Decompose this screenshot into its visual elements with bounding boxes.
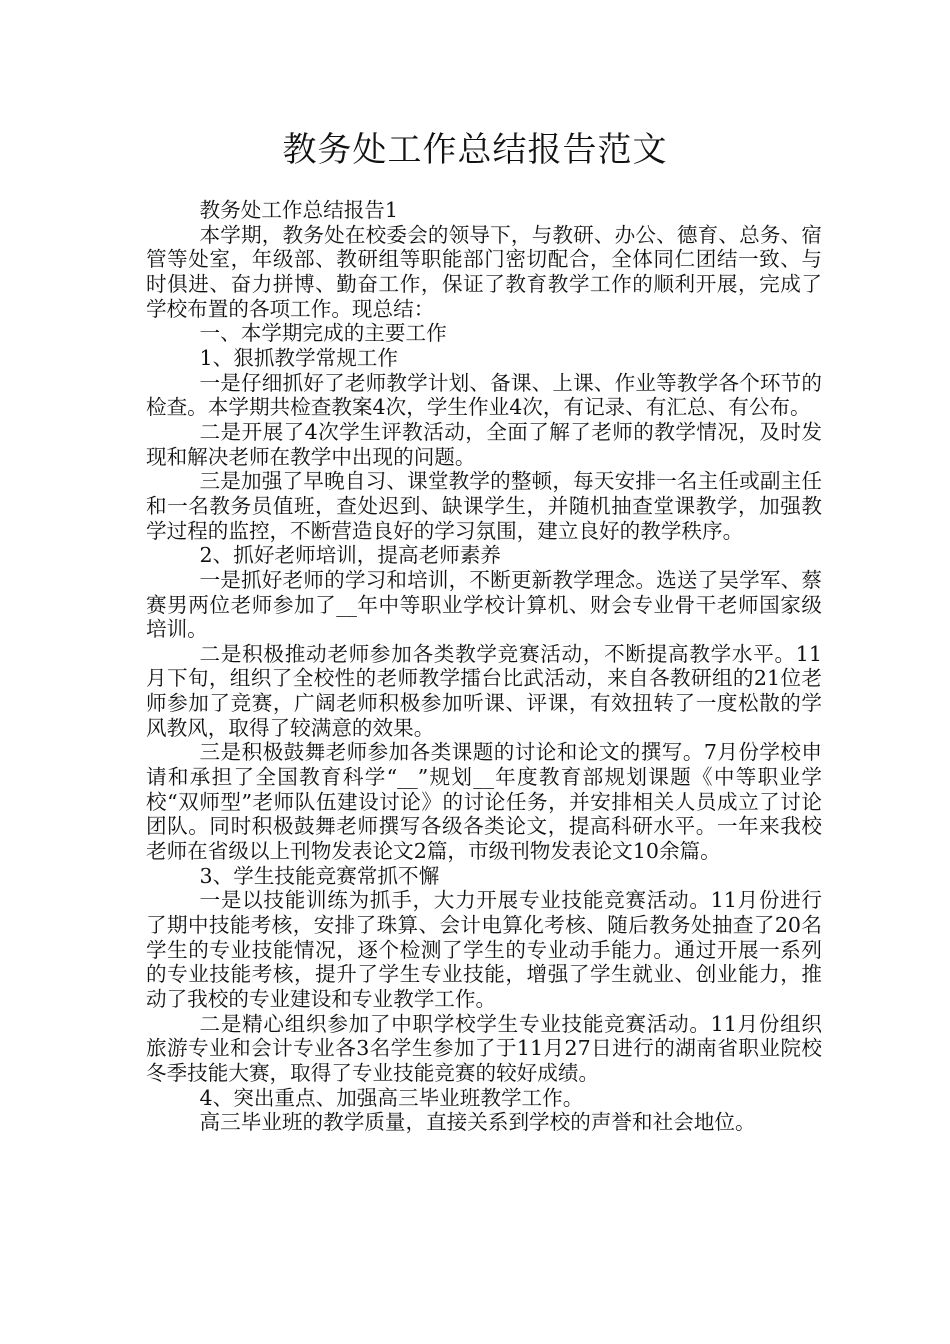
page-title: 教务处工作总结报告范文 [282, 130, 668, 170]
section-heading-main-work: 一、本学期完成的主要工作 [199, 321, 447, 346]
intro-paragraph: 本学期，教务处在校委会的领导下，与教研、办公、德育、总务、宿管等处室，年级部、教研组等职能部门密切配合，全体同仁团结一致、与时俱进、奋力拼博、勤奋工作，保证了教育教学工作的顺利开展，完成了学校布置的各项工作。现总结： [146, 222, 822, 321]
subsection-heading-senior-class: 4、突出重点、加强高三毕业班教学工作。 [199, 1085, 584, 1110]
paragraph-senior-quality: 高三毕业班的教学质量，直接关系到学校的声誉和社会地位。 [199, 1110, 756, 1135]
document-body [146, 198, 822, 1135]
paragraph-research: 三是积极鼓舞老师参加各类课题的讨论和论文的撰写。7月份学校申请和承担了全国教育科学“__”规划__年度教育部规划课题《中等职业学校“双师型”老师队伍建设讨论》的讨论任务，并安排相关人员成立了讨论团队。同时积极鼓舞老师撰写各级各类论文，提高科研水平。一年来我校老师在省级以上刊物发表论文2篇，市级刊物发表论文10余篇。 [146, 740, 822, 864]
paragraph-provincial-contest: 二是精心组织参加了中职学校学生专业技能竞赛活动。11月份组织旅游专业和会计专业各3名学生参加了于11月27日进行的湖南省职业院校冬季技能大赛，取得了专业技能竞赛的较好成绩。 [146, 1011, 822, 1085]
subsection-heading-teacher-training: 2、抓好老师培训，提高老师素养 [199, 543, 501, 568]
subsection-heading-teaching-routine: 1、狠抓教学常规工作 [199, 345, 398, 370]
report-subtitle: 教务处工作总结报告1 [199, 198, 398, 222]
paragraph-routine-check: 一是仔细抓好了老师教学计划、备课、上课、作业等教学各个环节的检查。本学期共检查教案4次，学生作业4次，有记录、有汇总、有公布。 [146, 370, 822, 420]
paragraph-skill-training: 一是以技能训练为抓手，大力开展专业技能竞赛活动。11月份进行了期中技能考核，安排了珠算、会计电算化考核、随后教务处抽查了20名学生的专业技能情况，逐个检测了学生的专业动手能力。通过开展一系列的专业技能考核，提升了学生专业技能，增强了学生就业、创业能力，推动了我校的专业建设和专业教学工作。 [146, 888, 822, 1011]
paragraph-teaching-competition: 二是积极推动老师参加各类教学竞赛活动，不断提高教学水平。11月下旬，组织了全校性的老师教学擂台比武活动，来自各教研组的21位老师参加了竞赛，广阔老师积极参加听课、评课，有效扭转了一度松散的学风教风，取得了较满意的效果。 [146, 641, 822, 740]
paragraph-self-study: 三是加强了早晚自习、课堂教学的整顿，每天安排一名主任或副主任和一名教务员值班，查处迟到、缺课学生，并随机抽查堂课教学，加强教学过程的监控，不断营造良好的学习氛围，建立良好的教学秩序。 [146, 469, 822, 543]
paragraph-student-evaluation: 二是开展了4次学生评教活动，全面了解了老师的教学情况，及时发现和解决老师在教学中出现的问题。 [146, 419, 822, 469]
paragraph-training: 一是抓好老师的学习和培训，不断更新教学理念。选送了吴学军、蔡赛男两位老师参加了__年中等职业学校计算机、财会专业骨干老师国家级培训。 [146, 567, 822, 642]
subsection-heading-skill-competition: 3、学生技能竞赛常抓不懈 [199, 863, 440, 888]
